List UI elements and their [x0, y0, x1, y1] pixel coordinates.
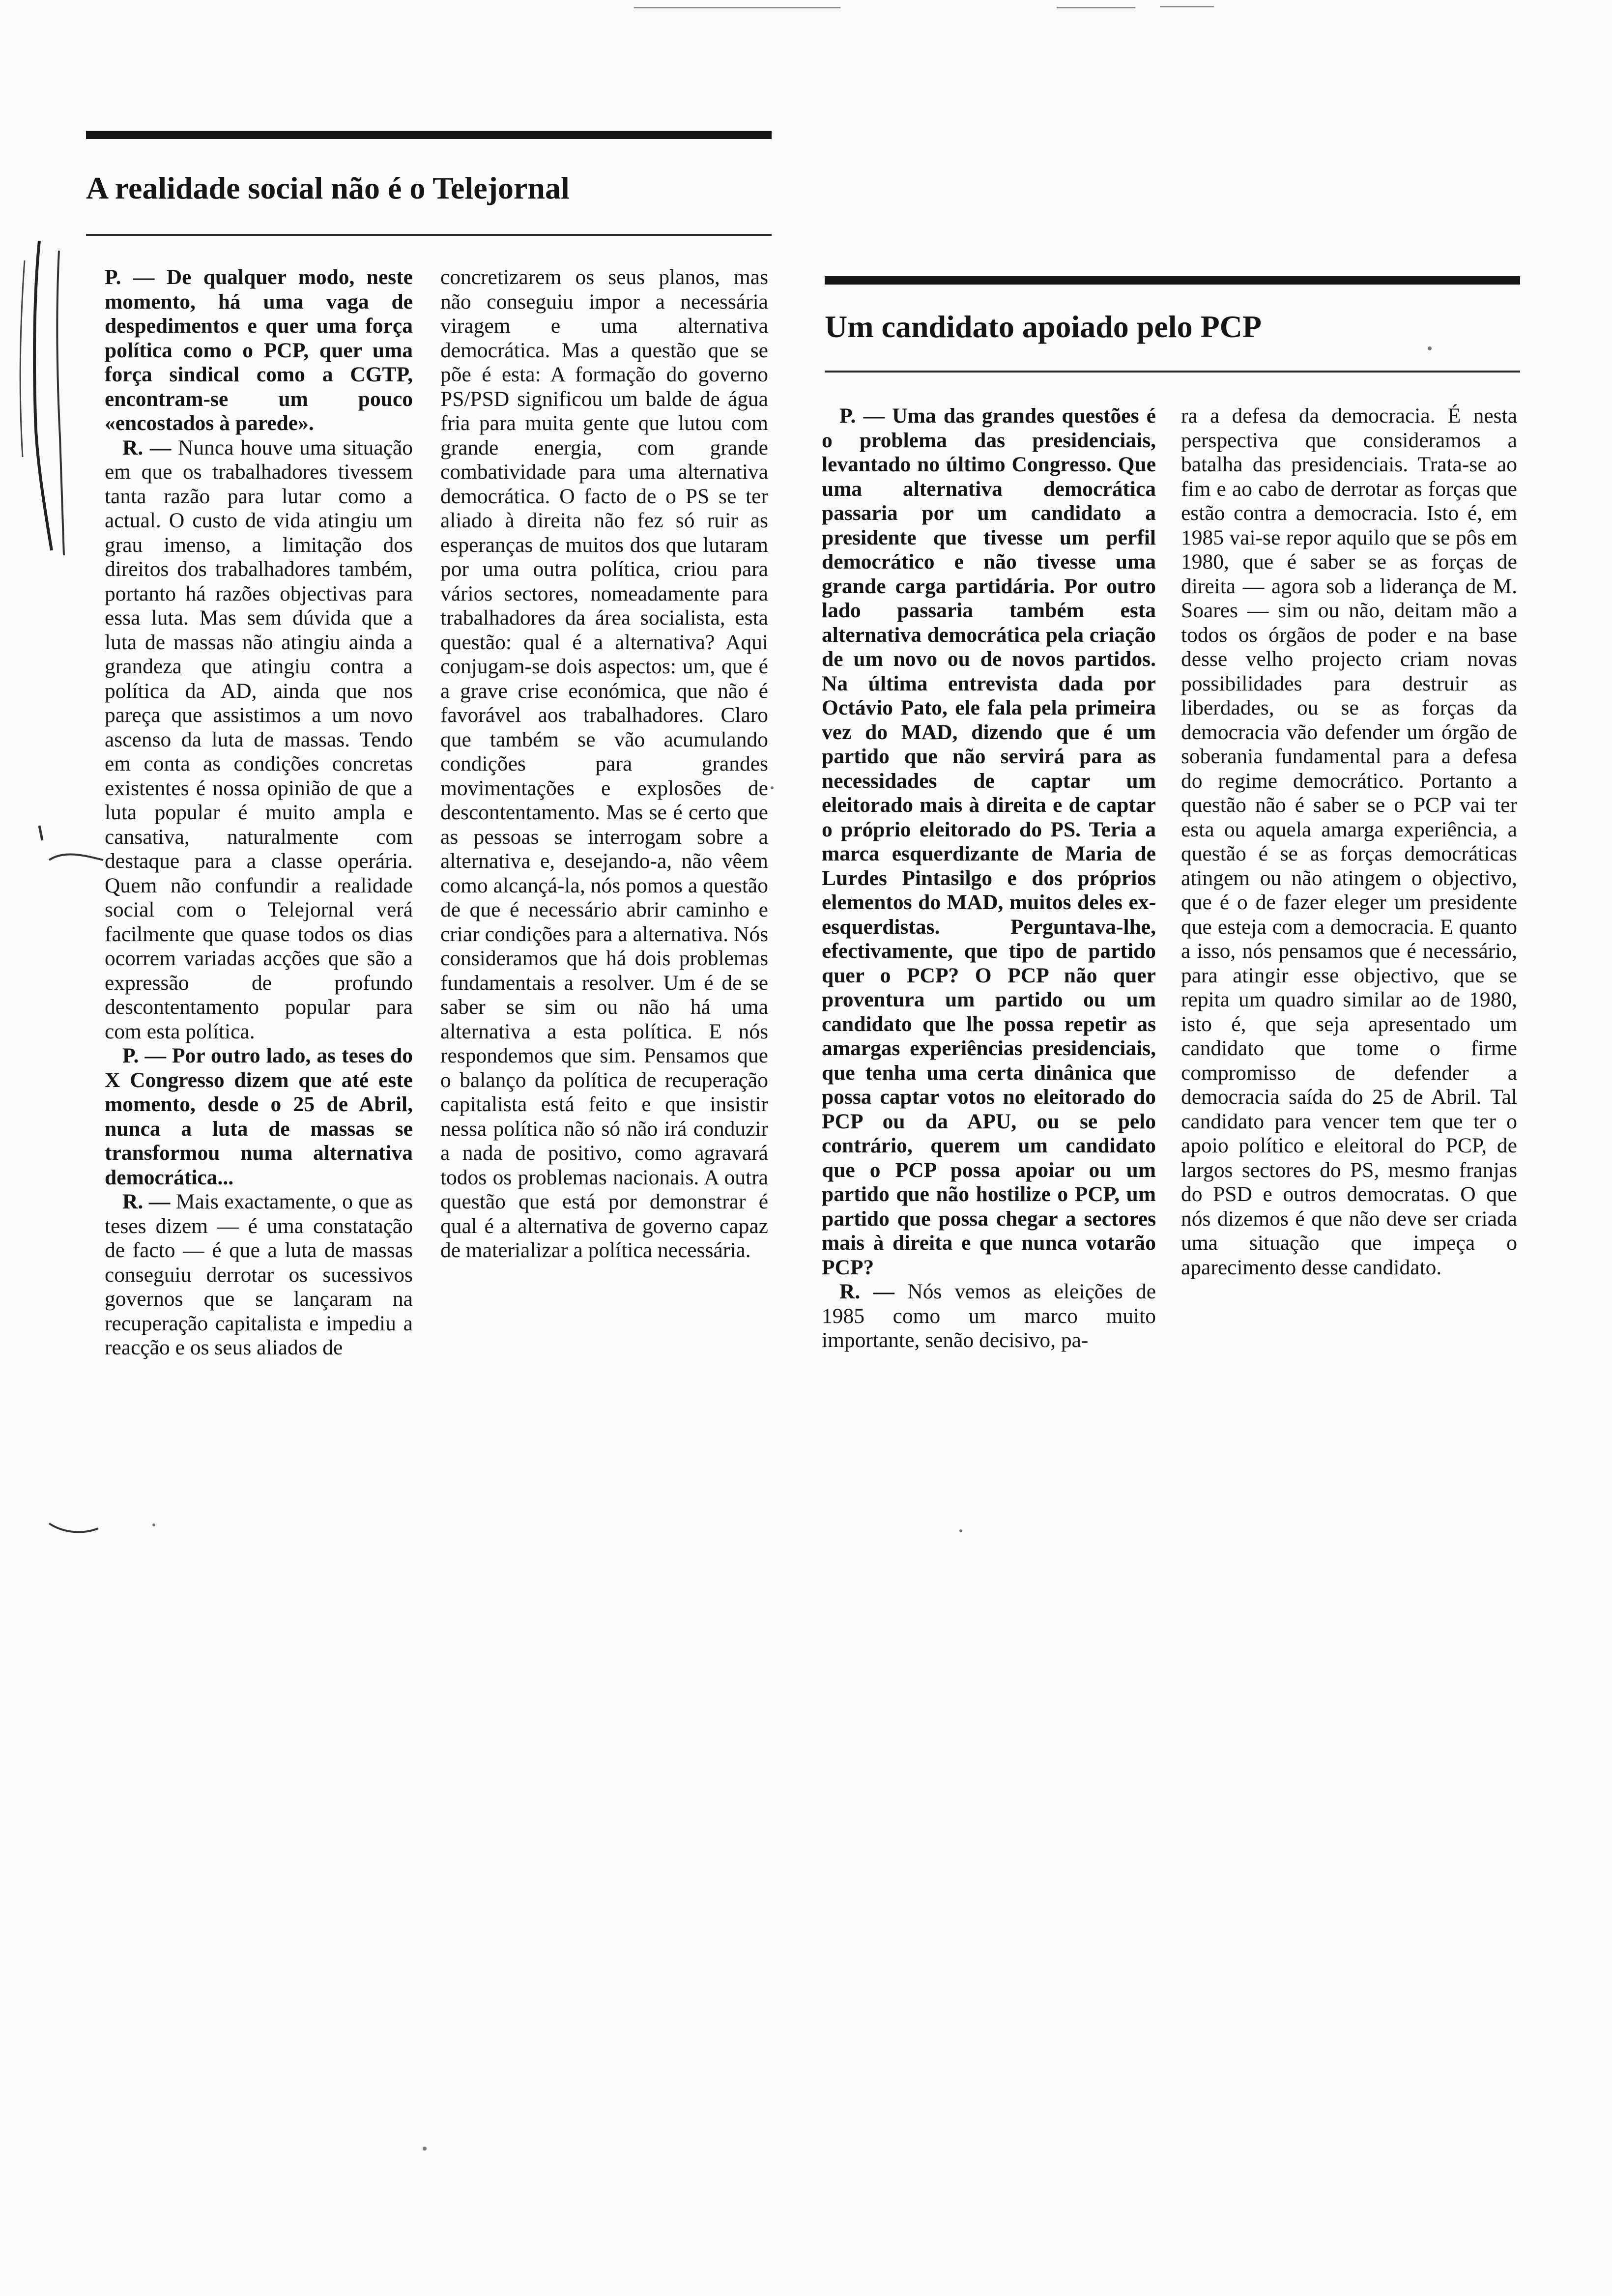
article2-title: Um candidato apoiado pelo PCP: [825, 309, 1262, 344]
scan-edge-mark: [634, 7, 840, 8]
scan-speck: [959, 1529, 962, 1532]
answer-paragraph: [105, 1190, 413, 1360]
speaker-label: P. —: [122, 1044, 166, 1067]
answer-continuation-paragraph: [440, 265, 768, 1263]
paragraph-text: Mais exactamente, o que as teses dizem — é uma constatação de facto — é que a luta de massas conseguiu derrotar os sucessivos governos que se lançaram na recuperação capitalista e impediu a reacção e os seus aliados de: [105, 1190, 413, 1359]
margin-curve-mark: [44, 1504, 103, 1543]
scan-speck: [1428, 346, 1432, 350]
answer-paragraph: [105, 436, 413, 1044]
paragraph-text: Nunca houve uma situação em que os trabalhadores tivessem tanta razão para lutar como a actual. O custo de vida atingiu um grau imenso, a limitação dos direitos dos trabalhadores também, portanto há razões objectivas para essa luta. Mas sem dúvida que a luta de massas não atingiu ainda a grandeza que atingiu contra a política da AD, ainda que nos pareça que assistimos a um novo ascenso da luta de massas. Tendo em conta as condições concretas existentes é nossa opinião de que a luta popular é muito ampla e cansativa, naturalmente com destaque para a classe operária. Quem não confundir a realidade social com o Telejornal verá facilmente que quase todos os dias ocorrem variadas acções que são a expressão de profundo descontentamento popular para com esta política.: [105, 435, 413, 1043]
article2-title-underline: [825, 371, 1520, 373]
scan-speck: [771, 786, 774, 789]
paragraph-text: Uma das grandes questões é o problema das presidenciais, levantado no último Congresso. Que uma alternativa democrática passaria por um candidato a presidente que tivesse um perfil democrático e não tivesse uma grande carga partidária. Por outro lado passaria também esta alternativa democrática pela criação de um novo ou de novos partidos. Na última entrevista dada por Octávio Pato, ele fala pela primeira vez do MAD, dizendo que é um partido que não servirá para as necessidades de captar um eleitorado mais à direita e de captar o próprio eleitorado do PS. Teria a marca esquerdizante de Maria de Lurdes Pintasilgo e dos próprios elementos do MAD, muitos deles ex-esquerdistas. Perguntava-lhe, efectivamente, que tipo de partido quer o PCP? O PCP não quer proventura um partido ou um candidato que lhe possa repetir as amargas experiências presidenciais, que tenha uma certa dinânica que possa captar votos no eleitorado do PCP ou da APU, ou se pelo contrário, querem um candidato que o PCP possa apoiar ou um partido que não hostilize o PCP, um partido que possa chegar a sectores mais à direita e que nunca votarão PCP?: [822, 404, 1156, 1279]
answer-continuation-paragraph: [1181, 404, 1517, 1280]
article1-column-1: [105, 265, 413, 1360]
speaker-label: P. —: [839, 404, 885, 428]
scan-edge-mark: [1057, 7, 1135, 8]
question-paragraph: [105, 1044, 413, 1190]
scan-speck: [152, 1523, 155, 1526]
paragraph-text: De qualquer modo, neste momento, há uma vaga de despedimentos e quer uma força política como o PCP, quer uma força sindical como a CGTP, encontram-se um pouco «encostados à parede».: [105, 265, 413, 435]
speaker-label: R. —: [839, 1280, 894, 1303]
article2-top-rule: [825, 276, 1520, 285]
question-paragraph: [105, 265, 413, 436]
article2-column-1: [822, 404, 1156, 1353]
scan-edge-mark: [1160, 6, 1214, 7]
margin-bracket-mark: [5, 231, 79, 565]
answer-paragraph: [822, 1280, 1156, 1353]
article1-title-underline: [86, 234, 772, 236]
article1-column-2: [440, 265, 768, 1263]
paragraph-text: ra a defesa da democracia. É nesta perspectiva que consideramos a batalha das presidenciais. Trata-se ao fim e ao cabo de derrotar as forças que estão contra a democracia. Isto é, em 1985 vai-se repor aquilo que se pôs em 1980, que é saber se as forças de direita — agora sob a liderança de M. Soares — sim ou não, deitam mão a todos os órgãos de poder e na base desse velho projecto criam novas possibilidades para destruir as liberdades, ou se as forças da democracia vão defender um órgão de soberania fundamental para a defesa do regime democrático. Portanto a questão não é saber se o PCP vai ter esta ou aquela amarga experiência, a questão é se as forças democráticas atingem ou não atingem o objectivo, que é o de fazer eleger um presidente que esteja com a democracia. E quanto a isso, nós pensamos que é necessário, para atingir esse objectivo, que se repita um quadro similar ao de 1980, isto é, que seja apresentado um candidato que tome o firme compromisso de defender a democracia saída do 25 de Abril. Tal candidato para vencer tem que ter o apoio político e eleitoral do PCP, de largos sectores do PS, mesmo franjas do PSD e outros democratas. O que nós dizemos é que não deve ser criada uma situação que impeça o aparecimento desse candidato.: [1181, 404, 1517, 1279]
article2-column-2: [1181, 404, 1517, 1280]
speaker-label: R. —: [122, 435, 172, 459]
margin-tick-mark: [29, 816, 108, 875]
article1-title: A realidade social não é o Telejornal: [86, 171, 570, 205]
paragraph-text: concretizarem os seus planos, mas não conseguiu impor a necessária viragem e uma alternativa democrática. Mas a questão que se põe é esta: A formação do governo PS/PSD significou um balde de água fria para muita gente que lutou com grande energia, com grande combatividade para uma alternativa democrática. O facto de o PS se ter aliado à direita não fez só ruir as esperanças de muitos dos que lutaram por uma outra política, criou para vários sectores, nomeadamente para trabalhadores da área socialista, esta questão: qual é a alternativa? Aqui conjugam-se dois aspectos: um, que é a grave crise económica, que não é favorável aos trabalhadores. Claro que também se vão acumulando condições para grandes movimentações e explosões de descontentamento. Mas se é certo que as pessoas se interrogam sobre a alternativa e, desejando-a, não vêem como alcançá-la, nós pomos a questão de que é necessário abrir caminho e criar condições para a alternativa. Nós consideramos que há dois problemas fundamentais a resolver. Um é de se saber se sim ou não há uma alternativa a esta política. E nós respondemos que sim. Pensamos que o balanço da política de recuperação capitalista está feito e que insistir nessa política não só não irá conduzir a nada de positivo, como agravará todos os problemas nacionais. A outra questão que está por demonstrar é qual é a alternativa de governo capaz de materializar a política necessária.: [440, 265, 768, 1262]
paragraph-text: Nós vemos as eleições de 1985 como um marco muito importante, senão decisivo, pa-: [822, 1280, 1156, 1352]
article1-top-rule: [86, 131, 772, 139]
question-paragraph: [822, 404, 1156, 1280]
speaker-label: P. —: [105, 265, 155, 289]
speaker-label: R. —: [122, 1190, 171, 1213]
paragraph-text: Por outro lado, as teses do X Congresso dizem que até este momento, desde o 25 de Abril, nunca a luta de massas se transformou numa alternativa democrática...: [105, 1044, 413, 1189]
scan-speck: [423, 2147, 427, 2151]
